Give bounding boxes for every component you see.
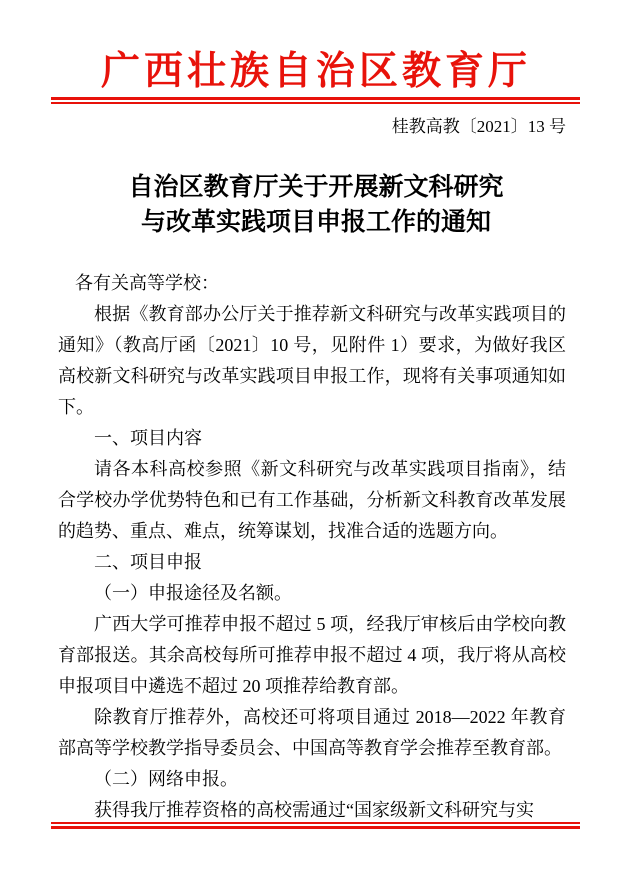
issuing-department-title: 广西壮族自治区教育厅 xyxy=(100,50,531,93)
document-title-line1: 自治区教育厅关于开展新文科研究 xyxy=(128,174,504,201)
paragraph-intro: 根据《教育部办公厅关于推荐新文科研究与改革实践项目的通知》（教高厅函〔2021〕10 号，见附件 1）要求，为做好我区高校新文科研究与改革实践项目申报工作，现将有关事项通知如下。 xyxy=(58,304,566,417)
document-number: 桂教高教〔2021〕13 号 xyxy=(391,117,566,136)
paragraph-quota-1: 广西大学可推荐申报不超过 5 项，经我厅审核后由学校向教育部报送。其余高校每所可推荐申报不超过 4 项，我厅将从高校申报项目中遴选不超过 20 项推荐给教育部。 xyxy=(58,614,566,696)
salutation: 各有关高等学校： xyxy=(75,273,219,293)
footer-red-rule xyxy=(51,822,580,829)
paragraph-section1: 请各本科高校参照《新文科研究与改革实践项目指南》，结合学校办学优势特色和已有工作基础，分析新文科教育改革发展的趋势、重点、难点，统筹谋划，找准合适的选题方向。 xyxy=(58,459,566,541)
subsection-heading-2: （二）网络申报。 xyxy=(94,769,238,789)
paragraph-online-apply: 获得我厅推荐资格的高校需通过“国家级新文科研究与实 xyxy=(94,800,534,820)
subsection-heading-1: （一）申报途径及名额。 xyxy=(94,583,292,603)
section-heading-2: 二、项目申报 xyxy=(94,552,202,572)
document-title xyxy=(0,170,632,240)
section-heading-1: 一、项目内容 xyxy=(94,428,202,448)
paragraph-quota-2: 除教育厅推荐外，高校还可将项目通过 2018—2022 年教育部高等学校教学指导委员会、中国高等教育学会推荐至教育部。 xyxy=(58,707,566,758)
header-red-rule xyxy=(51,97,580,104)
document-body xyxy=(58,268,566,826)
document-title-line2: 与改革实践项目申报工作的通知 xyxy=(140,209,491,236)
